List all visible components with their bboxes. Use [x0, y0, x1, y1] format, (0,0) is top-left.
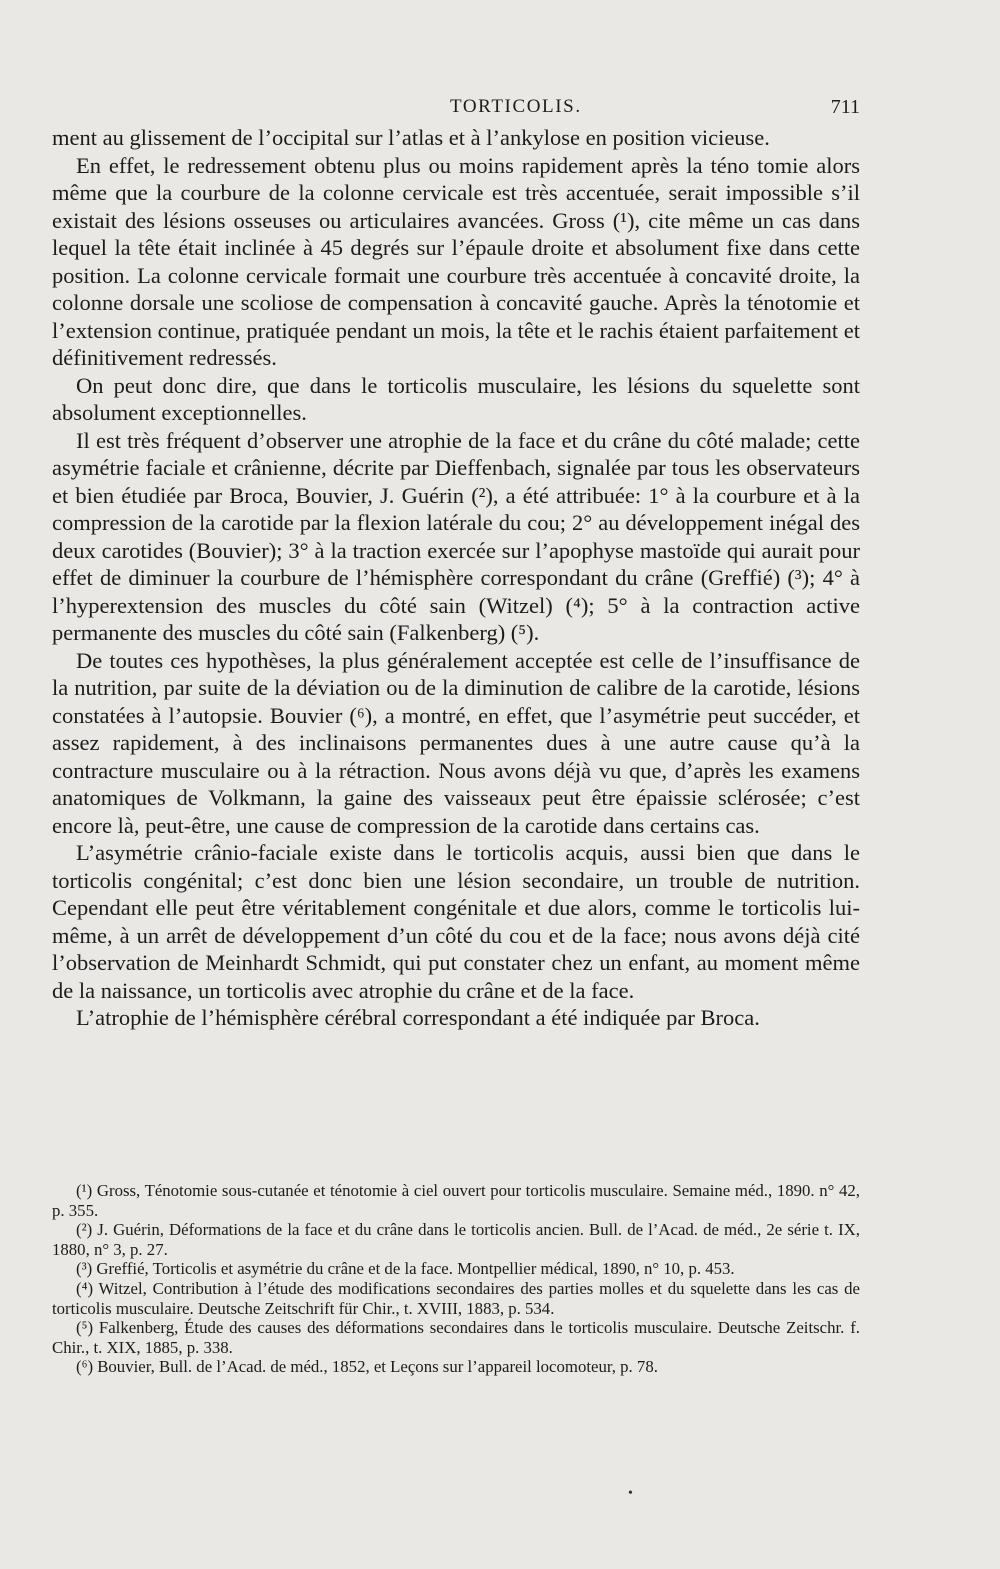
- paragraph-7: L’atrophie de l’hémisphère cérébral correspondant a été indiquée par Broca.: [76, 1005, 760, 1030]
- footnote-6: (⁶) Bouvier, Bull. de l’Acad. de méd., 1852, et Leçons sur l’appareil locomoteur, p. 78.: [76, 1357, 658, 1377]
- paragraph-6: L’asymétrie crânio-faciale existe dans le torticolis acquis, aussi bien que dans le torticolis congénital; c’est donc bien une lésion secondaire, un trouble de nutrition. Cependant elle peut être véritablement congénitale et due alors, comme le torticolis lui-même, à un arrêt de développement d’un côté du cou et de la face; nous avons déjà cité l’observation de Meinhardt Schmidt, qui put constater chez un enfant, au moment même de la naissance, un torticolis avec atrophie du crâne et de la face.: [52, 840, 860, 1003]
- page-number: 711: [830, 96, 860, 118]
- footnote-2: (²) J. Guérin, Déformations de la face et du crâne dans le torticolis ancien. Bull. de l’Acad. de méd., 2e série t. IX, 1880, n° 3, p. 27.: [52, 1220, 860, 1259]
- ink-speck-mark: •: [628, 1486, 633, 1501]
- page-header: [52, 96, 860, 124]
- footnote-3: (³) Greffié, Torticolis et asymétrie du crâne et de la face. Montpellier médical, 1890, n° 10, p. 453.: [76, 1259, 735, 1279]
- paragraph-5: De toutes ces hypothèses, la plus généralement acceptée est celle de l’insuffisance de la nutrition, par suite de la déviation ou de la diminution de calibre de la carotide, lésions constatées à l’autopsie. Bouvier (⁶), a montré, en effet, que l’asymétrie peut succéder, et assez rapidement, à des inclinaisons permanentes dues à une autre cause qu’à la contracture musculaire ou à la rétraction. Nous avons déjà vu que, d’après les examens anatomiques de Volkmann, la gaine des vaisseaux peut être épaissie sclérosée; c’est encore là, peut-être, une cause de compression de la carotide dans certains cas.: [52, 647, 860, 838]
- body-text: [52, 124, 860, 1032]
- footnotes: [52, 1181, 860, 1377]
- paragraph-4: Il est très fréquent d’observer une atrophie de la face et du crâne du côté malade; cette asymétrie faciale et crânienne, décrite par Dieffenbach, signalée par tous les observateurs et bien étudiée par Broca, Bouvier, J. Guérin (²), a été attribuée: 1° à la courbure et à la compression de la carotide par la flexion latérale du cou; 2° au développement inégal des deux carotides (Bouvier); 3° à la traction exercée sur l’apophyse mastoïde qui aurait pour effet de diminuer la courbure de l’hémisphère correspondant du crâne (Greffié) (³); 4° à l’hyperextension des muscles du côté sain (Witzel) (⁴); 5° à la contraction active permanente des muscles du côté sain (Falkenberg) (⁵).: [52, 427, 860, 645]
- running-title: TORTICOLIS.: [450, 96, 582, 117]
- paragraph-2: En effet, le redressement obtenu plus ou moins rapidement après la téno tomie alors même que la courbure de la colonne cervicale est très accentuée, serait impossible s’il existait des lésions osseuses ou articulaires avancées. Gross (¹), cite même un cas dans lequel la tête était inclinée à 45 degrés sur l’épaule droite et absolument fixe dans cette position. La colonne cervicale formait une courbure très accentuée à concavité droite, la colonne dorsale une scoliose de compensation à concavité gauche. Après la ténotomie et l’extension continue, pratiquée pendant un mois, la tête et le rachis étaient parfaitement et définitivement redressés.: [52, 152, 860, 370]
- paragraph-3: On peut donc dire, que dans le torticolis musculaire, les lésions du squelette sont absolument exceptionnelles.: [52, 372, 860, 425]
- footnote-4: (⁴) Witzel, Contribution à l’étude des modifications secondaires des parties molles et du squelette dans les cas de torticolis musculaire. Deutsche Zeitschrift für Chir., t. XVIII, 1883, p. 534.: [52, 1278, 860, 1318]
- footnote-1: (¹) Gross, Ténotomie sous-cutanée et ténotomie à ciel ouvert pour torticolis musculaire. Semaine méd., 1890. n° 42, p. 355.: [52, 1181, 860, 1220]
- paragraph-1: ment au glissement de l’occipital sur l’atlas et à l’ankylose en position vicieuse.: [52, 125, 770, 150]
- footnote-5: (⁵) Falkenberg, Étude des causes des déformations secondaires dans le torticolis musculaire. Deutsche Zeitschr. f. Chir., t. XIX, 1885, p. 338.: [52, 1318, 860, 1357]
